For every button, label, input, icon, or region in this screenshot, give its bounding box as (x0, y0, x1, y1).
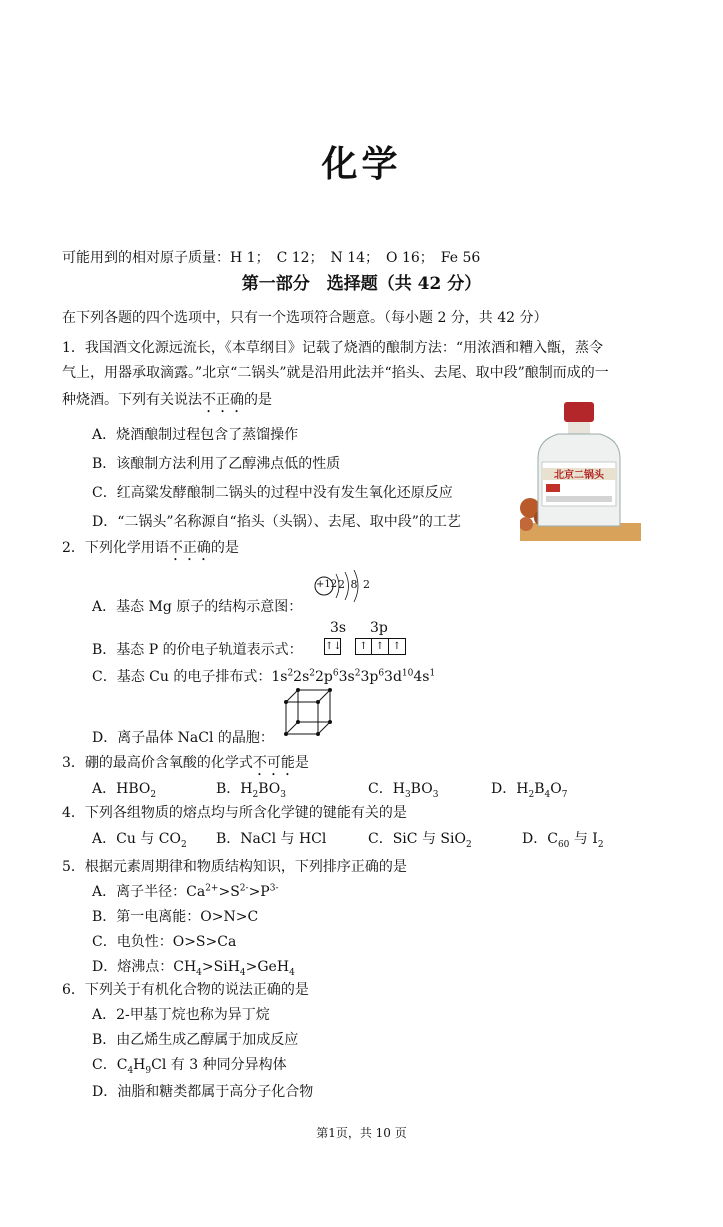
emphasis-impossible: 不可能 (252, 755, 295, 771)
q4-option-c: C．SiC 与 SiO$_2$ (368, 831, 472, 850)
q5-stem: 5．根据元素周期律和物质结构知识，下列排序正确的是 (62, 859, 407, 875)
q2-option-b: B．基态 P 的价电子轨道表示式： (92, 642, 303, 658)
q3-option-b: B．$H_2BO_3$ (216, 781, 287, 800)
instructions: 在下列各题的四个选项中，只有一个选项符合题意。（每小题 2 分，共 42 分） (62, 310, 548, 326)
q1-option-b: B．该酿制方法利用了乙醇沸点低的性质 (92, 456, 341, 472)
part-heading: 第一部分 选择题（共 42 分） (241, 274, 482, 294)
q2-option-d: D．离子晶体 NaCl 的晶胞： (92, 730, 274, 746)
q4-stem: 4．下列各组物质的熔点均与所含化学键的键能有关的是 (62, 805, 407, 821)
q1-option-d: D．“二锅头”名称源自“掐头（头锅）、去尾、取中段”的工艺 (92, 514, 461, 530)
mg-shells: 2 8 2 (338, 578, 371, 591)
q1-option-c: C．红高粱发酵酿制二锅头的过程中没有发生氧化还原反应 (92, 485, 453, 501)
p-orbital-diagram (324, 636, 406, 655)
q6-option-b: B．由乙烯生成乙醇属于加成反应 (92, 1032, 299, 1048)
q5-option-d: D．熔沸点：$CH_4>SiH_4>GeH_4$ (92, 959, 295, 978)
orbital-3s: ↑↓ (324, 638, 341, 655)
q5-option-a: A．离子半径：$Ca^{2+}>S^{2-}>P^{3-}$ (92, 883, 279, 900)
erguotou-bottle-image (520, 398, 641, 541)
q6-option-a: A．2-甲基丁烷也称为异丁烷 (92, 1007, 270, 1023)
q4-option-b: B．NaCl 与 HCl (216, 831, 327, 847)
p-3p-label: 3p (370, 620, 388, 636)
q3-option-c: C．$H_3BO_3$ (368, 781, 439, 800)
orbital-3p-3: ↑ (389, 638, 406, 655)
q2-stem: 2．下列化学用语不正确的是 (62, 540, 239, 556)
q6-stem: 6．下列关于有机化合物的说法正确的是 (62, 982, 309, 998)
mg-atom-diagram (312, 570, 372, 608)
q3-option-d: D．$H_2B_4O_7$ (491, 781, 568, 800)
q1-line3: 种烧酒。下列有关说法不正确的是 (62, 392, 272, 408)
q1-line2: 气上，用器承取滴露。”北京“二锅头”就是沿用此法并“掐头、去尾、取中段”酿制而成的一 (62, 365, 609, 381)
q1-line1: 1．我国酒文化源远流长，《本草纲目》记载了烧酒的酿制方法：“用浓酒和糟入甑，蒸令 (62, 340, 604, 356)
mg-nucleus: +12 (316, 579, 338, 590)
q3-option-a: A．$HBO_2$ (92, 781, 157, 800)
orbital-3p-1: ↑ (355, 638, 372, 655)
emphasis-not-correct-2: 不正确 (168, 540, 211, 556)
q4-option-a: A．Cu 与 $CO_2$ (92, 831, 187, 850)
q5-option-b: B．第一电离能：O>N>C (92, 909, 259, 925)
q6-option-c: C．$C_4H_9Cl$ 有 3 种同分异构体 (92, 1057, 287, 1076)
q2-option-c: C．基态 Cu 的电子排布式：$1s^22s^22p^63s^23p^63d^{10}4s^1$ (92, 668, 436, 685)
q2-option-a: A．基态 Mg 原子的结构示意图： (92, 599, 303, 615)
q4-option-d: D．$C_{60}$ 与 $I_2$ (522, 831, 604, 850)
atomic-masses: 可能用到的相对原子质量：H 1； C 12； N 14； O 16； Fe 56 (62, 250, 481, 266)
nacl-cell-diagram (282, 688, 334, 736)
page-footer: 第1页，共 10 页 (316, 1126, 407, 1140)
page-title: 化学 (321, 144, 402, 185)
q5-option-c: C．电负性：O>S>Ca (92, 934, 237, 950)
q1-option-a: A．烧酒酿制过程包含了蒸馏操作 (92, 427, 299, 443)
p-3s-label: 3s (330, 620, 347, 636)
q6-option-d: D．油脂和糖类都属于高分子化合物 (92, 1084, 314, 1100)
emphasis-not-correct: 不正确 (202, 392, 244, 408)
bottle-label: 北京二锅头 (554, 470, 604, 481)
q3-stem: 3．硼的最高价含氧酸的化学式不可能是 (62, 755, 309, 771)
orbital-3p-2: ↑ (372, 638, 389, 655)
